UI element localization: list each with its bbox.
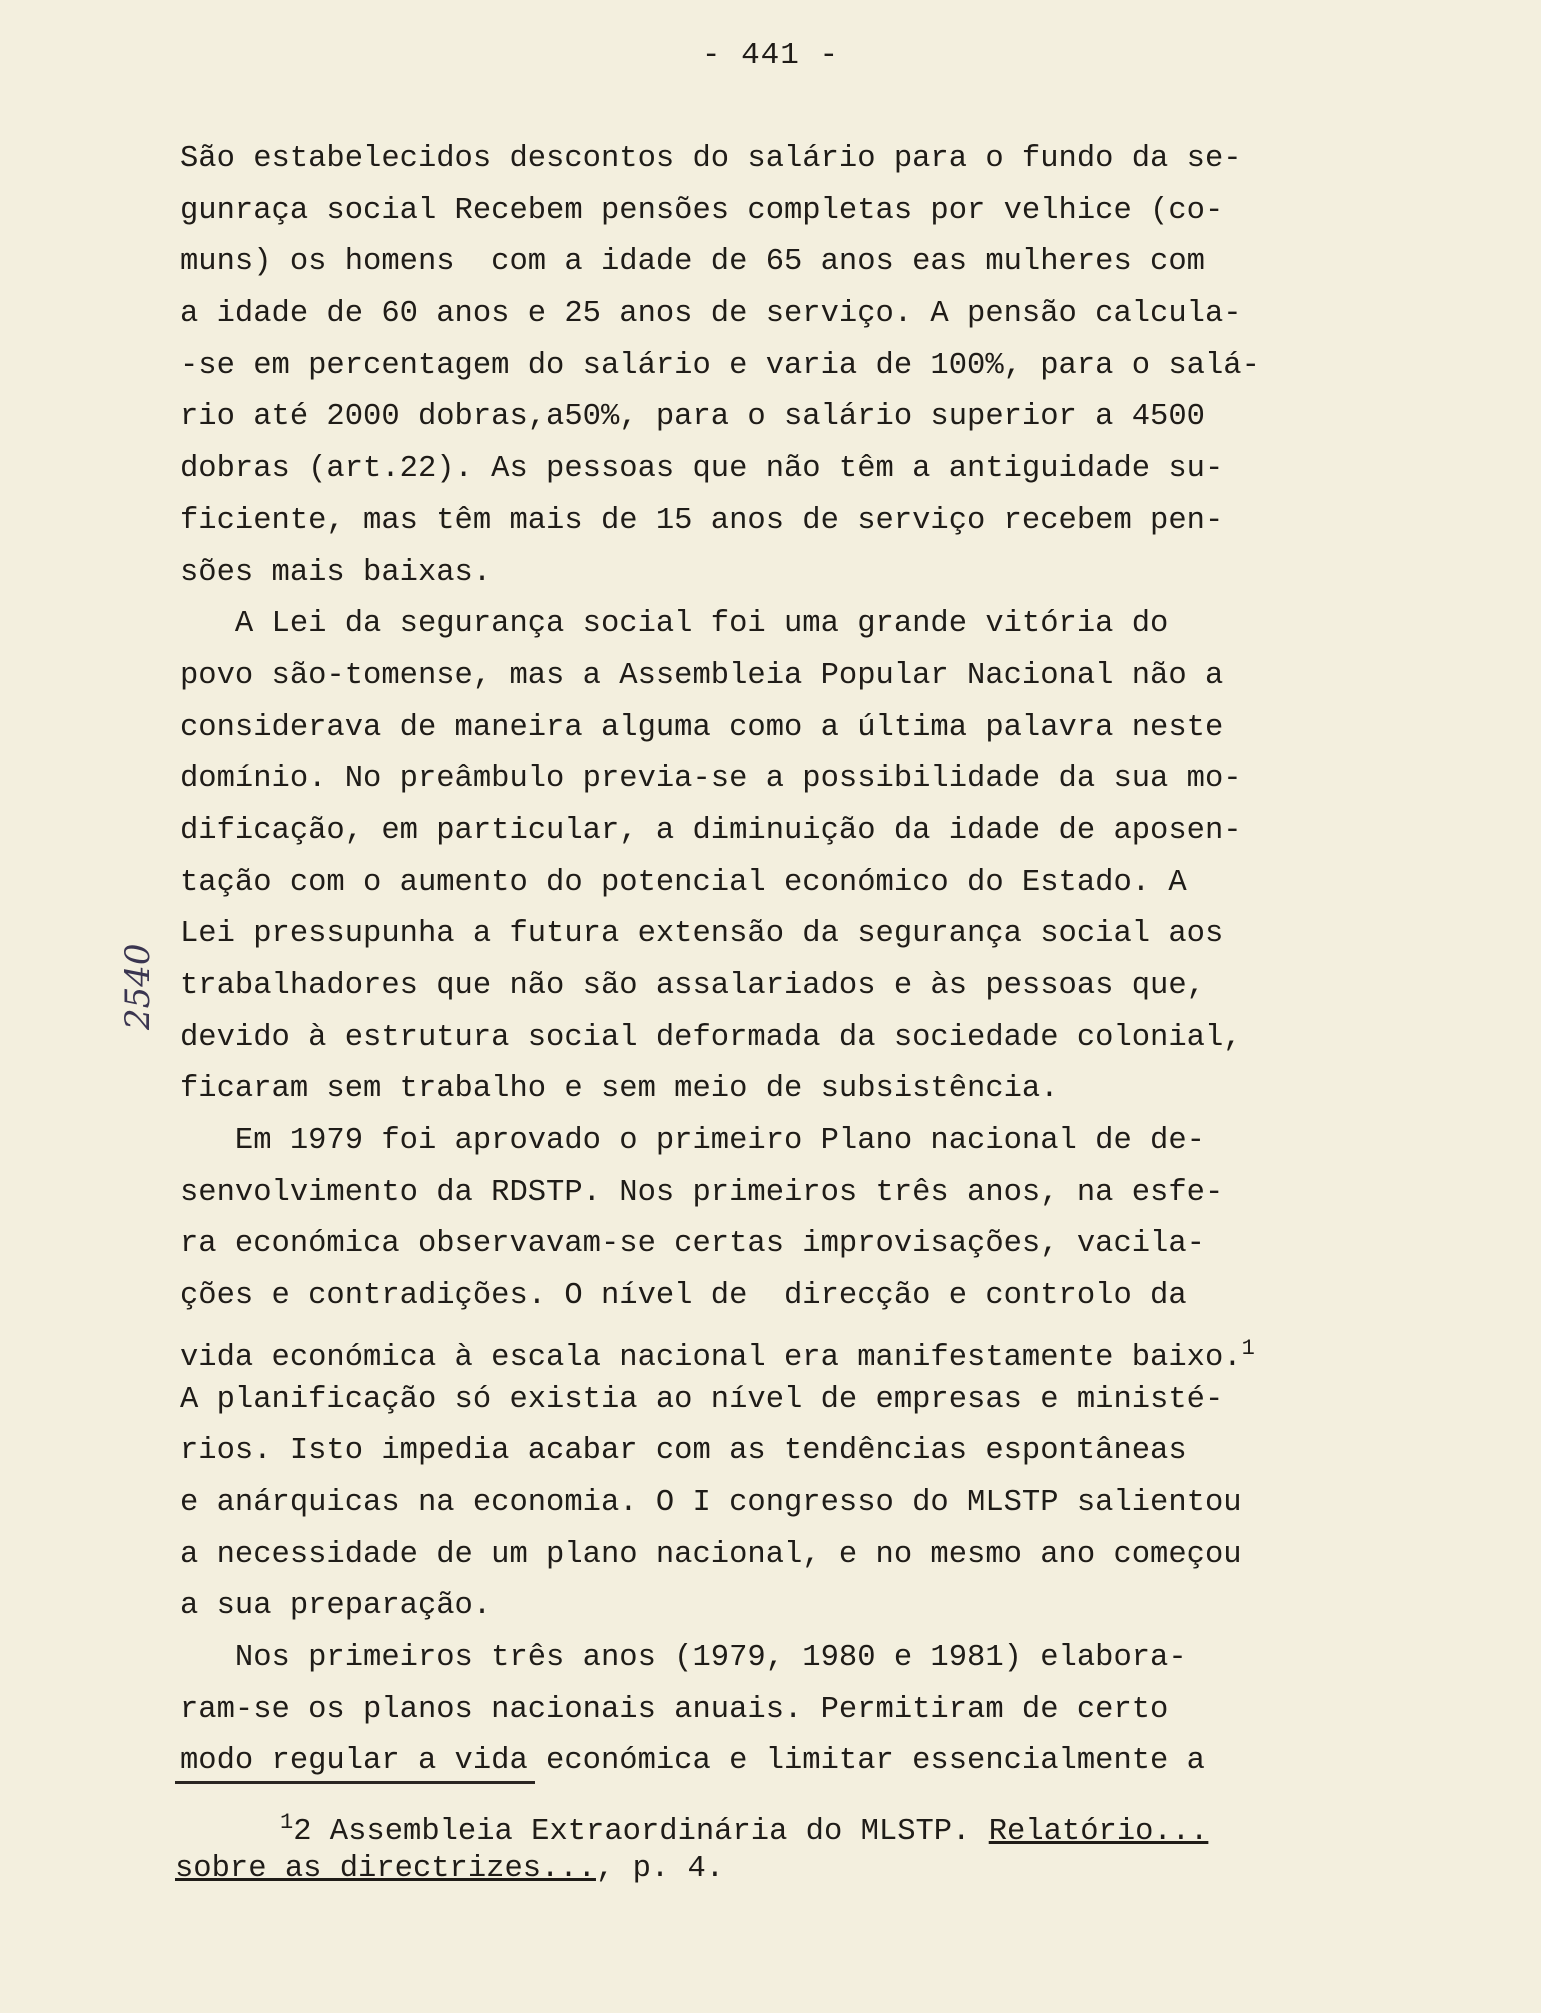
text-line: a idade de 60 anos e 25 anos de serviço. A pensão calcula- (180, 297, 1242, 332)
footnote-reference: 1 (1241, 1335, 1255, 1361)
text-line: a necessidade de um plano nacional, e no mesmo ano começou (180, 1537, 1242, 1572)
text-line: sões mais baixas. (180, 555, 492, 590)
text-line: Em 1979 foi aprovado o primeiro Plano nacional de de- (180, 1124, 1205, 1159)
text-line: tação com o aumento do potencial económico do Estado. A (180, 865, 1187, 900)
footnote-text: 2 Assembleia Extraordinária do MLSTP. (293, 1815, 989, 1850)
text-line: a sua preparação. (180, 1589, 492, 1624)
text-line: rios. Isto impedia acabar com as tendências espontâneas (180, 1434, 1187, 1469)
footnote (175, 1800, 1375, 1892)
text-line: Nos primeiros três anos (1979, 1980 e 1981) elabora- (180, 1640, 1187, 1675)
footnote-title: sobre as directrizes... (175, 1852, 596, 1886)
text-line: ficiente, mas têm mais de 15 anos de serviço recebem pen- (180, 503, 1224, 538)
body-text (180, 134, 1400, 1788)
text-line: modo regular a vida económica e limitar essencialmente a (180, 1744, 1205, 1779)
text-line: e anárquicas na economia. O I congresso do MLSTP salientou (180, 1485, 1242, 1520)
text-line: A Lei da segurança social foi uma grande vitória do (180, 607, 1169, 642)
text-line: trabalhadores que não são assalariados e às pessoas que, (180, 969, 1205, 1003)
text-line: senvolvimento da RDSTP. Nos primeiros três anos, na esfe- (180, 1175, 1224, 1210)
footnote-marker: 1 (280, 1810, 294, 1835)
text-line: -se em percentagem do salário e varia de 100%, para o salá- (180, 348, 1260, 383)
text-line: dobras (art.22). As pessoas que não têm a antiguidade su- (180, 452, 1224, 487)
text-line: rio até 2000 dobras,a50%, para o salário superior a 4500 (180, 400, 1205, 435)
footnote-text: , p. 4. (595, 1852, 725, 1886)
text-line: ficaram sem trabalho e sem meio de subsistência. (180, 1072, 1059, 1107)
footnote-line (175, 1800, 1375, 1850)
footnote-divider (175, 1781, 535, 1784)
footnote-line (175, 1846, 1375, 1892)
text-line: devido à estrutura social deformada da sociedade colonial, (180, 1020, 1242, 1055)
text-line: Lei pressupunha a futura extensão da segurança social aos (180, 917, 1224, 952)
footnote-title: Relatório... (988, 1815, 1209, 1850)
text-line: ções e contradições. O nível de direcção e controlo da (180, 1279, 1187, 1314)
text-line: dificação, em particular, a diminuição da idade de aposen- (180, 813, 1242, 848)
text-line: muns) os homens com a idade de 65 anos eas mulheres com (180, 245, 1205, 280)
text-line: domínio. No preâmbulo previa-se a possibilidade da sua mo- (180, 762, 1242, 797)
page-number: - 441 - (701, 38, 840, 73)
text-line: vida económica à escala nacional era manifestamente baixo. (180, 1340, 1242, 1375)
handwritten-margin-note: 2540 (118, 943, 158, 1030)
text-line: gunraça social Recebem pensões completas por velhice (co- (180, 193, 1224, 228)
text-line: A planificação só existia ao nível de empresas e ministé- (180, 1382, 1224, 1417)
text-line: considerava de maneira alguma como a última palavra neste (180, 710, 1224, 745)
text-line: São estabelecidos descontos do salário para o fundo da se- (180, 142, 1242, 176)
text-line-with-footnote-ref (180, 1323, 1400, 1375)
text-line: ram-se os planos nacionais anuais. Permitiram de certo (180, 1692, 1169, 1727)
text-line: ra económica observavam-se certas improvisações, vacila- (180, 1227, 1205, 1262)
text-line: povo são-tomense, mas a Assembleia Popular Nacional não a (180, 658, 1224, 693)
